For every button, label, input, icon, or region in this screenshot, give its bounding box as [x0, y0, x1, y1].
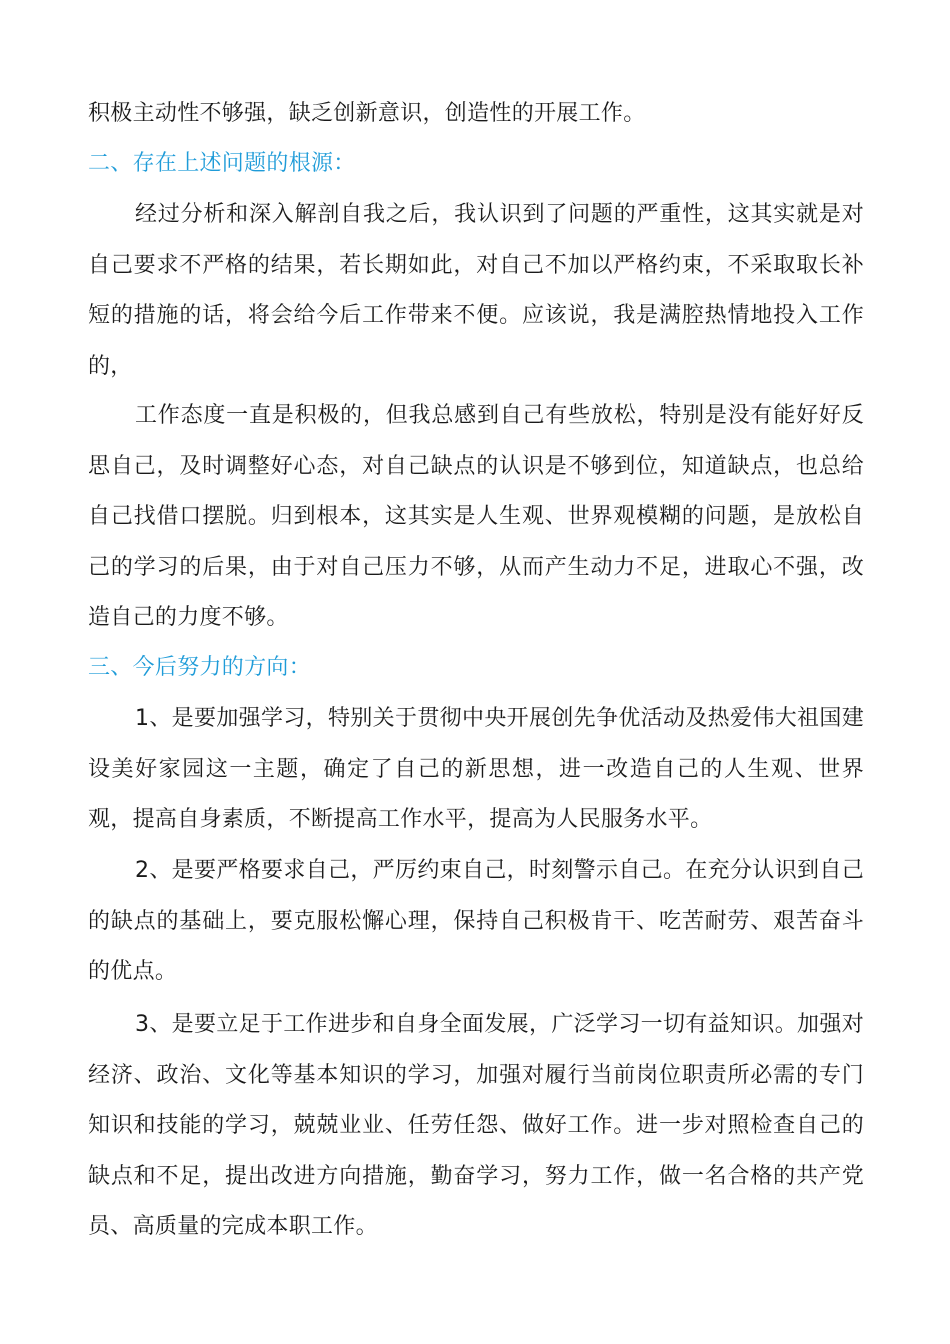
paragraph-root-cause-1: 经过分析和深入解剖自我之后，我认识到了问题的严重性，这其实就是对自己要求不严格的结果，若长期如此，对自己不加以严格约束，不采取取长补短的措施的话，将会给今后工作带来不便。应该说，我是满腔热情地投入工作的， [88, 202, 864, 379]
paragraph-continuation: 积极主动性不够强，缺乏创新意识，创造性的开展工作。 [88, 101, 646, 126]
paragraph-root-cause-2: 工作态度一直是积极的，但我总感到自己有些放松，特别是没有能好好反思自己，及时调整好心态，对自己缺点的认识是不够到位，知道缺点，也总给自己找借口摆脱。归到根本，这其实是人生观、世界观模糊的问题，是放松自己的学习的后果，由于对自己压力不够，从而产生动力不足，进取心不强，改造自己的力度不够。 [88, 403, 864, 630]
paragraph-direction-1: 1、是要加强学习，特别关于贯彻中央开展创先争优活动及热爱伟大祖国建设美好家园这一主题，确定了自己的新思想，进一改造自己的人生观、世界观，提高自身素质，不断提高工作水平，提高为人民服务水平。 [88, 706, 864, 832]
section-heading-3: 三、今后努力的方向： [88, 655, 312, 680]
paragraph-direction-2: 2、是要严格要求自己，严厉约束自己，时刻警示自己。在充分认识到自己的缺点的基础上，要克服松懈心理，保持自己积极肯干、吃苦耐劳、艰苦奋斗的优点。 [88, 858, 864, 984]
section-heading-2: 二、存在上述问题的根源： [88, 151, 356, 176]
paragraph-direction-3: 3、是要立足于工作进步和自身全面发展，广泛学习一切有益知识。加强对经济、政治、文化等基本知识的学习，加强对履行当前岗位职责所必需的专门知识和技能的学习，兢兢业业、任劳任怨、做好工作。进一步对照检查自己的缺点和不足，提出改进方向措施，勤奋学习，努力工作，做一名合格的共产党员、高质量的完成本职工作。 [88, 1012, 864, 1239]
